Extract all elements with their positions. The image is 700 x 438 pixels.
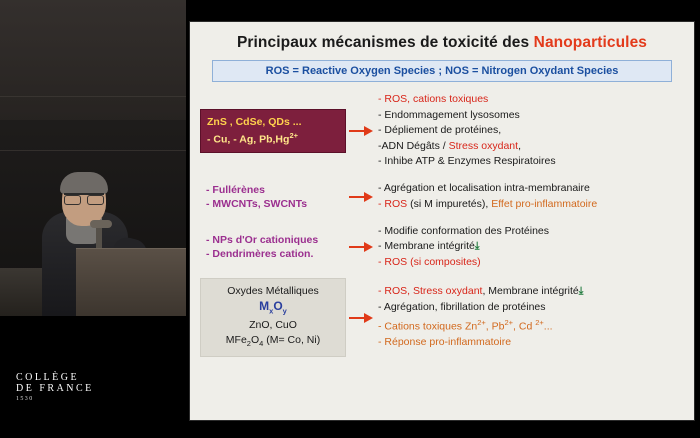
arrow-icon <box>346 241 374 253</box>
slide-title-main: Principaux mécanismes de toxicité des <box>236 34 534 51</box>
row-1-agent-line-1: ZnS , CdSe, QDs ... <box>207 116 302 128</box>
row-4-effect-4: - Réponse pro-inflammatoire <box>378 336 512 349</box>
row-4-effects <box>374 284 684 351</box>
row-3-effect-1: - Modifie conformation des Protéines <box>378 224 549 237</box>
row-1-effects <box>374 92 684 170</box>
row-4-agent-line-4: $MFe_2O_4$ (M= Co, Ni) <box>225 334 321 349</box>
wall-line <box>0 96 186 97</box>
wall-panel <box>0 0 186 120</box>
desk-lamp-head <box>90 220 112 228</box>
slide-title <box>200 34 684 52</box>
logo-line-3: 1530 <box>16 396 34 402</box>
row-4-agent-box <box>200 278 346 357</box>
row-3-effect-2: - Membrane intégrité⤓ <box>378 240 480 252</box>
ros-nos-definition-box: ROS = Reactive Oxygen Species ; NOS = Nitrogen Oxydant Species <box>212 60 672 82</box>
mechanism-row <box>200 92 684 170</box>
logo-line-2: DE FRANCE <box>16 383 94 394</box>
row-4-effect-2: - Agrégation, fibrillation de protéines <box>378 300 546 313</box>
speaker-glasses <box>64 193 104 203</box>
row-1-effect-3: - Dépliement de protéines, <box>378 124 502 136</box>
row-1-agent-box <box>200 109 346 153</box>
row-2-agent-line-2: - MWCNTs, SWCNTs <box>206 197 308 210</box>
mechanism-row <box>200 278 684 357</box>
mechanism-row <box>200 224 684 271</box>
row-1-agent-line-2: - Cu, - Ag, $Pb,Hg^{2+}$ <box>207 131 298 146</box>
presentation-slide <box>190 22 694 420</box>
row-2-agent-line-1: - Fullérènes <box>206 183 265 196</box>
row-3-effect-3: - ROS (si composites) <box>378 255 481 268</box>
row-2-effects <box>374 181 684 212</box>
arrow-icon <box>346 191 374 203</box>
wall-line <box>0 150 186 151</box>
arrow-icon <box>346 312 374 324</box>
row-1-effect-4: -ADN Dégâts / Stress oxydant, <box>378 139 521 152</box>
row-1-effect-2: - Endommagement lysosomes <box>378 108 520 121</box>
row-4-agent-line-1: Oxydes Métalliques <box>227 285 319 297</box>
row-3-agent-line-1: - NPs d'Or cationiques <box>206 233 319 246</box>
row-1-effect-5: - Inhibe ATP & Enzymes Respiratoires <box>378 155 556 167</box>
row-2-effect-2: - ROS (si M impuretés), Effet pro-inflammatoire <box>378 197 598 210</box>
row-4-effect-1: - ROS, Stress oxydant, Membrane intégrité⤓ <box>378 285 584 298</box>
logo-line-1: COLLÈGE <box>16 372 80 383</box>
lectern <box>76 248 186 319</box>
lecture-video-panel <box>0 0 186 438</box>
row-4-agent-line-3: ZnO, CuO <box>249 319 297 332</box>
speaker-hair <box>60 172 108 194</box>
college-de-france-logo <box>16 372 94 405</box>
row-1-effect-1: - ROS, cations toxiques <box>378 93 489 105</box>
row-4-effect-3: - Cations toxiques $Zn^{2+}$, $Pb^{2+}$, Cd $^{2+}$... <box>378 318 553 333</box>
row-4-agent-line-2: $M_xO_y$ <box>259 299 287 316</box>
row-3-effects <box>374 224 684 271</box>
row-2-effect-1: - Agrégation et localisation intra-membranaire <box>378 182 590 194</box>
arrow-icon <box>346 125 374 137</box>
row-2-agent-box <box>200 178 346 216</box>
row-3-agent-box <box>200 228 346 266</box>
row-3-agent-line-2: - Dendrimères cation. <box>206 247 314 260</box>
mechanism-row <box>200 178 684 216</box>
slide-title-accent: Nanoparticules <box>533 34 648 51</box>
